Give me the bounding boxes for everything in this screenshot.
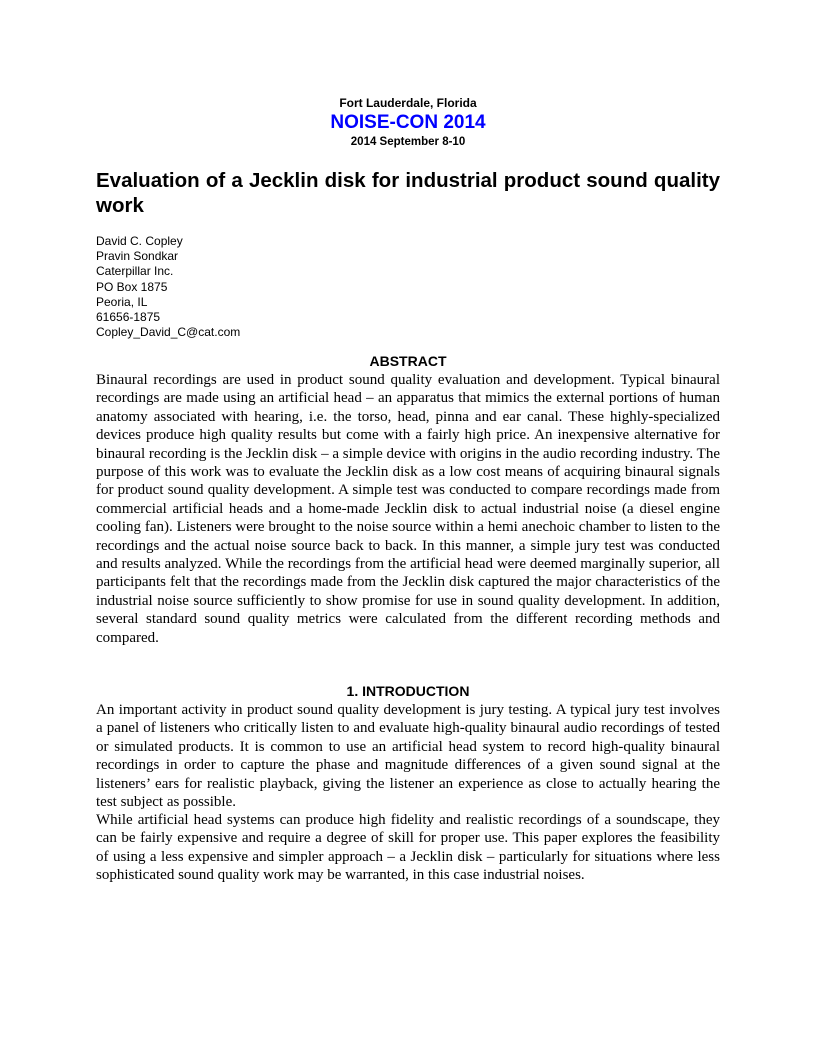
author-affiliation: Caterpillar Inc. xyxy=(96,264,174,279)
author-name: David C. Copley xyxy=(96,234,183,248)
author-address-line: 61656-1875 xyxy=(96,310,161,325)
author-address-line: PO Box 1875 xyxy=(96,279,168,294)
author-address-line: Peoria, IL xyxy=(96,294,148,309)
author-name: Pravin Sondkar xyxy=(96,249,179,264)
conference-location: Fort Lauderdale, Florida xyxy=(339,96,477,110)
introduction-paragraph: An important activity in product sound quality development is jury testing. A typical jury test involves a panel of listeners who critically listen to and evaluate high-quality binaural audio recordings of tested or simulated products. It is common to use an artificial head system to record high-quality binaural recordings in order to capture the phase and magnitude differences of a given sound signal at the listeners’ ears for realistic playback, giving the listener an experience as close to actually hearing the test subject as possible. xyxy=(96,702,720,811)
conference-name: NOISE-CON 2014 xyxy=(330,112,486,133)
introduction-heading: 1. INTRODUCTION xyxy=(346,683,470,699)
paper-title: Evaluation of a Jecklin disk for industrial product sound quality work xyxy=(96,169,720,217)
author-block xyxy=(96,234,496,340)
author-email: Copley_David_C@cat.com xyxy=(96,325,241,340)
conference-dates: 2014 September 8-10 xyxy=(350,136,466,148)
abstract-heading: ABSTRACT xyxy=(369,353,447,369)
introduction-paragraph: While artificial head systems can produce high fidelity and realistic recordings of a soundscape, they can be fairly expensive and require a degree of skill for proper use. This paper explores the feasibility of using a less expensive and simpler approach – a Jecklin disk – particularly for situations where less sophisticated sound quality work may be warranted, in this case industrial noises. xyxy=(96,812,720,884)
abstract-text: Binaural recordings are used in product sound quality evaluation and development. Typical binaural recordings are made using an artificial head – an apparatus that mimics the external portions of human anatomy associated with hearing, i.e. the torso, head, pinna and ear canal. These highly-specialized devices produce high quality results but come with a fairly high price. An inexpensive alternative for binaural recording is the Jecklin disk – a simple device with origins in the audio recording industry. The purpose of this work was to evaluate the Jecklin disk as a low cost means of acquiring binaural signals for product sound quality development. A simple test was conducted to compare recordings made from commercial artificial heads and a home-made Jecklin disk to actual industrial noise (a diesel engine cooling fan). Listeners were brought to the noise source within a hemi anechoic chamber to listen to the recordings and the actual noise source back to back. In this manner, a simple jury test was conducted and results analyzed. While the recordings from the artificial head were deemed marginally superior, all participants felt that the recordings made from the Jecklin disk captured the major characteristics of the industrial noise source sufficiently to show promise for use in sound quality development. In addition, several standard sound quality metrics were calculated from the different recording methods and compared. xyxy=(96,372,720,646)
